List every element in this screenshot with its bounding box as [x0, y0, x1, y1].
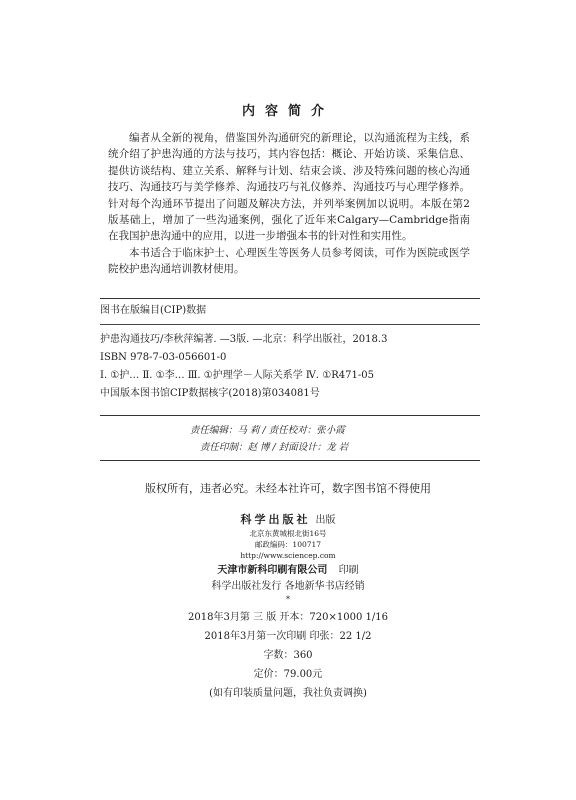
edition-specs	[0, 608, 576, 703]
distribution-line: 科学出版社发行 各地新华书店经销	[211, 581, 365, 592]
edition-line: 2018年3月第 三 版 开本：720×1000 1/16	[188, 612, 388, 623]
divider-top	[100, 298, 480, 299]
page-title: 内容简介	[241, 104, 334, 119]
printer-block	[0, 563, 576, 595]
content-summary	[108, 130, 470, 278]
publisher-postcode: 邮政编码：100717	[254, 540, 322, 549]
separator-mark: *	[286, 595, 290, 604]
cip-block	[100, 302, 480, 403]
printer-action: 印刷	[338, 565, 359, 576]
publisher-action: 出版	[315, 515, 336, 526]
copyright-notice: 版权所有，违者必究。未经本社许可，数字图书馆不得使用	[145, 482, 431, 495]
publisher-block	[0, 508, 576, 561]
cip-record-number: 中国版本图书馆CIP数据核字(2018)第034081号	[100, 388, 320, 399]
printer-name: 天津市新科印刷有限公司	[217, 565, 328, 576]
editors-line-2: 责任印制：赵 博 / 封面设计：龙 岩	[200, 442, 349, 453]
cip-header: 图书在版编目(CIP)数据	[100, 305, 207, 316]
editors-line-1: 责任编辑：马 莉 / 责任校对：张小霞	[190, 425, 345, 436]
publisher-address: 北京东黄城根北街16号	[249, 529, 327, 538]
cip-isbn: ISBN 978-7-03-056601-0	[100, 352, 227, 363]
cip-divider	[100, 324, 480, 325]
publisher-name: 科学出版社	[240, 513, 311, 526]
publisher-url: http://www.sciencep.com	[240, 551, 336, 560]
summary-paragraph-1: 编者从全新的视角，借鉴国外沟通研究的新理论，以沟通流程为主线，系统介绍了护患沟通的方法与技巧，其内容包括：概论、开始访谈、采集信息、提供访谈结构、建立关系、解释与计划、结束会谈、涉及特殊问题的核心沟通技巧、沟通技巧与美学修养、沟通技巧与礼仪修养、沟通技巧与心理学修养。针对每个沟通环节提出了问题及解决方法，并列举案例加以说明。本版在第2版基础上，增加了一些沟通案例，强化了近年来Calgary—Cambridge指南在我国护患沟通中的应用，以进一步增强本书的针对性和实用性。	[108, 132, 470, 243]
editors-block	[100, 422, 480, 456]
cip-bibliographic-line: 护患沟通技巧/李秋萍编著. —3版. —北京：科学出版社，2018.3	[100, 334, 388, 345]
summary-paragraph-2: 本书适合于临床护士、心理医生等医务人员参考阅读，可作为医院或医学院校护患沟通培训教材使用。	[108, 246, 470, 276]
divider-middle	[100, 415, 480, 416]
word-count: 字数：360	[263, 650, 313, 661]
price: 定价：79.00元	[253, 669, 323, 680]
printing-line: 2018年3月第一次印刷 印张：22 1/2	[204, 631, 372, 642]
cip-classification: Ⅰ. ①护… Ⅱ. ①李… Ⅲ. ①护理学－人际关系学 Ⅳ. ①R471-05	[100, 370, 374, 381]
divider-bottom	[100, 460, 480, 461]
quality-notice: (如有印装质量问题，我社负责调换)	[209, 688, 367, 699]
